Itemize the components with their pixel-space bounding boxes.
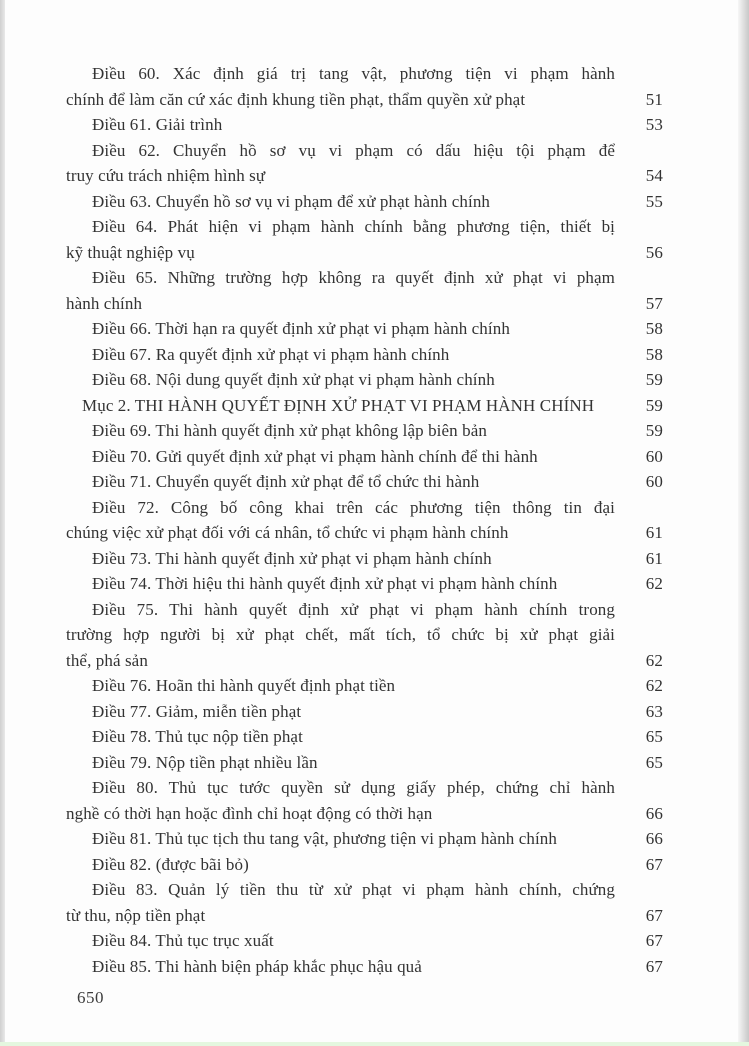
toc-entry-title [66,877,615,928]
toc-entry-title [66,928,615,954]
toc-entry-line: Điều 69. Thi hành quyết định xử phạt không lập biên bản [92,421,487,440]
toc-entry-line: Điều 83. Quản lý tiền thu từ xử phạt vi phạm hành chính, chứng [92,880,615,899]
toc-entry-line: Điều 79. Nộp tiền phạt nhiều lần [92,752,318,772]
toc-entry [66,750,663,776]
toc-entry-line: thể, phá sản [66,650,148,670]
toc-entry-line: Điều 62. Chuyển hồ sơ vụ vi phạm có dấu hiệu tội phạm để [92,140,615,160]
toc-entry-line: Điều 76. Hoãn thi hành quyết định phạt tiền [92,676,396,695]
toc-entry [66,775,663,826]
toc-entry-page-number: 59 [645,395,663,415]
toc-entry [66,469,663,495]
toc-entry-page-number: 58 [645,319,663,338]
toc-entry-line: Điều 82. (được bãi bỏ) [92,854,249,874]
toc-entry-line: chính để làm căn cứ xác định khung tiền phạt, thẩm quyền xử phạt [66,89,526,109]
toc-entry-page-number: 59 [645,421,663,440]
toc-entry-page-number: 63 [645,701,663,721]
toc-entry-line: chúng việc xử phạt đối với cá nhân, tổ chức vi phạm hành chính [66,523,509,542]
toc-entry-line: từ thu, nộp tiền phạt [66,905,206,925]
toc-entry-page-number: 67 [645,854,663,874]
toc-entry-title [66,342,615,368]
toc-entry-page-number: 58 [645,344,663,364]
toc-entry-page-number: 62 [645,676,663,695]
toc-entry-line: Điều 70. Gửi quyết định xử phạt vi phạm hành chính để thi hành [92,446,538,466]
toc-entry-page-number: 51 [645,89,663,109]
toc-entry-line: Mục 2. THI HÀNH QUYẾT ĐỊNH XỬ PHẠT VI PHẠM HÀNH CHÍNH [82,395,595,415]
toc-entry-page-number: 61 [645,523,663,542]
toc-entry-title [66,418,615,444]
toc-entry [66,724,663,750]
toc-entry-title [66,138,615,189]
toc-entry-line: nghề có thời hạn hoặc đình chỉ hoạt động có thời hạn [66,803,433,823]
toc-entry-title [66,367,615,393]
toc-entry [66,444,663,470]
toc-entry-line: Điều 73. Thi hành quyết định xử phạt vi phạm hành chính [92,548,492,568]
toc-entry-title [66,750,615,776]
toc-entry-line: Điều 74. Thời hiệu thi hành quyết định xử phạt vi phạm hành chính [92,574,558,593]
toc-entry [66,954,663,980]
toc-entry-page-number: 54 [645,166,663,185]
toc-entry [66,214,663,265]
toc-entry [66,316,663,342]
toc-entry [66,138,663,189]
toc-entry-page-number: 67 [645,905,663,925]
toc-entry-line: Điều 77. Giảm, miễn tiền phạt [92,701,302,721]
toc-entry-line: Điều 81. Thủ tục tịch thu tang vật, phương tiện vi phạm hành chính [92,829,557,848]
toc-entry-line: Điều 64. Phát hiện vi phạm hành chính bằng phương tiện, thiết bị [92,217,615,236]
toc-entry-page-number: 56 [645,242,663,262]
toc-entry-line: Điều 67. Ra quyết định xử phạt vi phạm hành chính [92,344,450,364]
toc-entry-title [66,61,615,112]
toc-entry-line: hành chính [66,293,143,313]
toc-entry [66,61,663,112]
toc-entry-page-number: 66 [645,803,663,823]
toc-entry [66,367,663,393]
toc-entry [66,852,663,878]
toc-entry [66,571,663,597]
toc-entry-line: Điều 68. Nội dung quyết định xử phạt vi phạm hành chính [92,370,495,389]
toc-entry-line: Điều 71. Chuyển quyết định xử phạt để tổ chức thi hành [92,472,480,491]
toc-entry-page-number: 66 [645,829,663,848]
scan-edge-left [0,0,5,1046]
toc-entry-line: Điều 61. Giải trình [92,115,223,134]
toc-entry-title [66,469,615,495]
toc-entry-page-number: 65 [645,752,663,772]
toc-entry-title [66,316,615,342]
toc-entry-line: kỹ thuật nghiệp vụ [66,242,195,262]
toc-entry-line: Điều 80. Thủ tục tước quyền sử dụng giấy phép, chứng chỉ hành [92,778,615,797]
toc-entry-line: Điều 65. Những trường hợp không ra quyết định xử phạt vi phạm [92,268,615,287]
toc-entry-title [66,724,615,750]
toc-entry-title [66,775,615,826]
toc-entry-title [66,444,615,470]
toc-entry-line: Điều 63. Chuyển hồ sơ vụ vi phạm để xử phạt hành chính [92,191,491,211]
scan-edge-bottom-strip [0,1042,749,1046]
toc-entry [66,418,663,444]
toc-entry-page-number: 55 [645,191,663,211]
toc-entry-page-number: 60 [645,446,663,466]
toc-entry-page-number: 53 [645,115,663,134]
toc-entry-page-number: 59 [645,370,663,389]
page-number-footer: 650 [77,988,104,1007]
toc-entry-page-number: 62 [645,650,663,670]
toc-entry-title [66,852,615,878]
toc-entry-title [66,699,615,725]
toc-entry-title [66,954,615,980]
toc-entry-title [66,495,615,546]
toc-entry-line: Điều 75. Thi hành quyết định xử phạt vi phạm hành chính trong [92,599,615,619]
toc-entry-title [66,214,615,265]
toc-entry-title [66,189,615,215]
toc-entry [66,189,663,215]
toc-entry [66,877,663,928]
toc-entry [66,342,663,368]
toc-entry-page-number: 67 [645,956,663,976]
toc-entry-line: truy cứu trách nhiệm hình sự [66,166,266,185]
toc-entry-line: Điều 85. Thi hành biện pháp khắc phục hậu quả [92,956,422,976]
toc-entry-title [66,673,615,699]
toc-entry-title [66,112,615,138]
toc-entry [66,699,663,725]
toc-entry-line: Điều 84. Thủ tục trục xuất [92,931,274,950]
toc-entry [66,597,663,674]
toc-entry [66,673,663,699]
toc-entry-page-number: 67 [645,931,663,950]
toc-entry [66,495,663,546]
toc-entry [66,826,663,852]
toc-entry-title [66,597,615,674]
toc-entry-line: Điều 78. Thủ tục nộp tiền phạt [92,727,303,746]
toc-entry-line: trường hợp người bị xử phạt chết, mất tích, tổ chức bị xử phạt giải [66,625,615,644]
toc-entry [66,112,663,138]
toc-entry-page-number: 61 [645,548,663,568]
toc-entry [66,546,663,572]
toc-entry-line: Điều 60. Xác định giá trị tang vật, phương tiện vi phạm hành [92,64,615,83]
toc-entry-page-number: 60 [645,472,663,491]
toc-entry-title [66,571,615,597]
table-of-contents [66,61,663,979]
toc-entry [66,265,663,316]
toc-entry-title [66,826,615,852]
toc-entry-page-number: 57 [645,293,663,313]
toc-section-heading [66,393,663,419]
toc-entry-page-number: 62 [645,574,663,593]
scan-edge-right [738,0,749,1046]
toc-entry-title [66,265,615,316]
toc-entry-page-number: 65 [645,727,663,746]
toc-entry-title [66,393,615,419]
toc-entry-line: Điều 72. Công bố công khai trên các phương tiện thông tin đại [92,497,615,517]
toc-entry-line: Điều 66. Thời hạn ra quyết định xử phạt vi phạm hành chính [92,319,510,338]
toc-entry [66,928,663,954]
toc-entry-title [66,546,615,572]
